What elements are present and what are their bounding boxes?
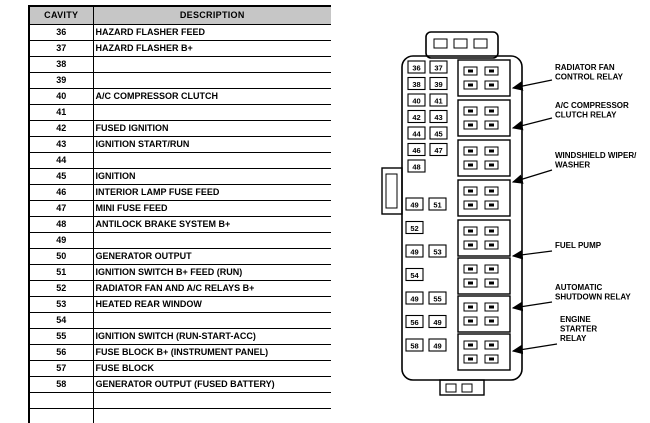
- callout: [513, 283, 631, 308]
- cavity-number: 58: [410, 341, 419, 351]
- table-row: [29, 313, 331, 329]
- table-row: [29, 169, 331, 185]
- left-mounting-tab-inner: [386, 174, 397, 208]
- table-row: [29, 249, 331, 265]
- cavity-number: 48: [412, 162, 421, 172]
- cavity-number-boxes: [406, 61, 447, 351]
- table-row: [29, 281, 331, 297]
- cavity-cell: 54: [29, 313, 93, 329]
- cavity-number: 49: [410, 294, 419, 304]
- table-row: [29, 105, 331, 121]
- table-row: [29, 73, 331, 89]
- cavity-cell: [29, 393, 93, 409]
- cavity-cell: 42: [29, 121, 93, 137]
- description-cell: GENERATOR OUTPUT: [93, 249, 331, 265]
- table-row: [29, 409, 331, 423]
- description-cell: FUSED IGNITION: [93, 121, 331, 137]
- cavity-column-header: CAVITY: [29, 6, 93, 25]
- cavity-number: 41: [434, 96, 443, 106]
- cavity-cell: 58: [29, 377, 93, 393]
- callout: [513, 315, 597, 351]
- description-cell: IGNITION SWITCH (RUN-START-ACC): [93, 329, 331, 345]
- cavity-number: 49: [433, 317, 442, 327]
- cavity-number-box: [408, 94, 425, 106]
- relay-module: [458, 100, 510, 136]
- cavity-table-section: [28, 5, 331, 423]
- description-cell: HEATED REAR WINDOW: [93, 297, 331, 313]
- table-row: [29, 345, 331, 361]
- cavity-number-box: [430, 78, 447, 90]
- cavity-number-box: [406, 339, 423, 351]
- description-column-header: DESCRIPTION: [93, 6, 331, 25]
- cavity-number-box: [429, 316, 446, 328]
- description-cell: RADIATOR FAN AND A/C RELAYS B+: [93, 281, 331, 297]
- relay-modules: [458, 60, 510, 370]
- fuse-block-diagram: [350, 0, 650, 423]
- bottom-tab-slot: [446, 384, 456, 392]
- table-body: [29, 25, 331, 423]
- bottom-tab-slot: [462, 384, 472, 392]
- cavity-number: 49: [410, 247, 419, 257]
- table-row: [29, 361, 331, 377]
- table-row: [29, 233, 331, 249]
- description-cell: [93, 153, 331, 169]
- cavity-cell: 52: [29, 281, 93, 297]
- cavity-number: 42: [412, 112, 421, 122]
- description-cell: HAZARD FLASHER FEED: [93, 25, 331, 41]
- cavity-cell: 36: [29, 25, 93, 41]
- description-cell: [93, 73, 331, 89]
- callout-arrow: [513, 80, 552, 88]
- cavity-number-box: [406, 198, 423, 210]
- cavity-number: 46: [412, 145, 421, 155]
- cavity-cell: 47: [29, 201, 93, 217]
- cavity-number: 51: [433, 200, 442, 210]
- table-row: [29, 297, 331, 313]
- cavity-number-box: [430, 94, 447, 106]
- cavity-number: 54: [410, 270, 419, 280]
- cavity-number: 45: [434, 129, 443, 139]
- callout: [513, 63, 624, 88]
- table-row: [29, 153, 331, 169]
- cavity-cell: 57: [29, 361, 93, 377]
- cavity-number-box: [429, 339, 446, 351]
- description-cell: A/C COMPRESSOR CLUTCH: [93, 89, 331, 105]
- callout-label-line: RADIATOR FAN: [555, 63, 615, 72]
- callout-label-line: CONTROL RELAY: [555, 72, 624, 82]
- callout: [513, 151, 637, 182]
- cavity-number: 56: [410, 317, 419, 327]
- cavity-number-box: [429, 198, 446, 210]
- table-row: [29, 137, 331, 153]
- cavity-number-box: [430, 144, 447, 156]
- cavity-number-box: [406, 316, 423, 328]
- cavity-number-box: [430, 127, 447, 139]
- cavity-number: 40: [412, 96, 421, 106]
- callout-label-line: STARTER: [560, 324, 598, 334]
- cavity-cell: 50: [29, 249, 93, 265]
- left-mounting-tab: [382, 168, 402, 214]
- cavity-cell: 45: [29, 169, 93, 185]
- relay-module: [458, 60, 510, 96]
- cavity-cell: 51: [29, 265, 93, 281]
- cavity-number-box: [406, 245, 423, 257]
- cavity-table: [28, 5, 331, 423]
- cavity-cell: 39: [29, 73, 93, 89]
- description-cell: IGNITION SWITCH B+ FEED (RUN): [93, 265, 331, 281]
- callout-label-line: AUTOMATIC: [555, 283, 603, 292]
- cavity-number-box: [406, 292, 423, 304]
- table-row: [29, 201, 331, 217]
- callout-label-line: WASHER: [555, 160, 591, 170]
- cavity-cell: 53: [29, 297, 93, 313]
- callout: [513, 101, 629, 128]
- cavity-number: 44: [412, 129, 421, 139]
- table-row: [29, 377, 331, 393]
- table-row: [29, 121, 331, 137]
- cavity-number-box: [406, 222, 423, 234]
- cavity-number-box: [406, 269, 423, 281]
- callout: [513, 241, 602, 256]
- cavity-number: 52: [410, 223, 419, 233]
- description-cell: [93, 313, 331, 329]
- table-row: [29, 89, 331, 105]
- cavity-cell: 37: [29, 41, 93, 57]
- fuse-block-diagram-section: [350, 0, 650, 423]
- callout-label-line: CLUTCH RELAY: [555, 110, 617, 120]
- cavity-number: 53: [433, 247, 442, 257]
- cavity-cell: 44: [29, 153, 93, 169]
- cavity-number-box: [408, 111, 425, 123]
- cavity-number: 55: [433, 294, 442, 304]
- top-connector-slot: [434, 39, 447, 48]
- cavity-number-box: [408, 78, 425, 90]
- cavity-number-box: [430, 61, 447, 73]
- cavity-number-box: [429, 245, 446, 257]
- cavity-number-box: [408, 61, 425, 73]
- relay-module: [458, 140, 510, 176]
- description-cell: INTERIOR LAMP FUSE FEED: [93, 185, 331, 201]
- table-row: [29, 393, 331, 409]
- cavity-number-box: [408, 127, 425, 139]
- description-cell: ANTILOCK BRAKE SYSTEM B+: [93, 217, 331, 233]
- cavity-cell: 41: [29, 105, 93, 121]
- cavity-cell: 55: [29, 329, 93, 345]
- cavity-number-box: [430, 111, 447, 123]
- cavity-number: 38: [412, 79, 421, 89]
- cavity-number-box: [429, 292, 446, 304]
- description-cell: [93, 409, 331, 423]
- cavity-number-box: [408, 160, 425, 172]
- callout-label-line: ENGINE: [560, 315, 591, 324]
- callout-arrow: [513, 118, 552, 128]
- table-row: [29, 25, 331, 41]
- description-cell: [93, 393, 331, 409]
- description-cell: FUSE BLOCK B+ (INSTRUMENT PANEL): [93, 345, 331, 361]
- description-cell: IGNITION START/RUN: [93, 137, 331, 153]
- cavity-cell: [29, 409, 93, 423]
- description-cell: GENERATOR OUTPUT (FUSED BATTERY): [93, 377, 331, 393]
- table-row: [29, 57, 331, 73]
- relay-module: [458, 258, 510, 294]
- relay-module: [458, 180, 510, 216]
- cavity-number: 49: [410, 200, 419, 210]
- fuse-block-outline: [382, 32, 522, 395]
- callout-arrow: [513, 302, 552, 308]
- table-row: [29, 41, 331, 57]
- top-connector-slot: [474, 39, 487, 48]
- description-cell: IGNITION: [93, 169, 331, 185]
- relay-module: [458, 220, 510, 256]
- callout-label-line: FUEL PUMP: [555, 241, 602, 250]
- relay-module: [458, 334, 510, 370]
- cavity-cell: 40: [29, 89, 93, 105]
- cavity-cell: 48: [29, 217, 93, 233]
- callout-arrow: [513, 344, 557, 351]
- callout-label-line: RELAY: [560, 334, 587, 343]
- cavity-number: 36: [412, 63, 421, 73]
- callout-arrow: [513, 251, 552, 256]
- top-connector-slot: [454, 39, 467, 48]
- callout-arrow: [513, 170, 552, 182]
- table-row: [29, 185, 331, 201]
- cavity-number: 49: [433, 341, 442, 351]
- cavity-cell: 38: [29, 57, 93, 73]
- description-cell: [93, 105, 331, 121]
- cavity-number: 39: [434, 79, 443, 89]
- cavity-number: 43: [434, 112, 443, 122]
- cavity-cell: 46: [29, 185, 93, 201]
- callout-labels: [513, 63, 637, 351]
- callout-label-line: A/C COMPRESSOR: [555, 101, 629, 110]
- cavity-number-box: [408, 144, 425, 156]
- description-cell: MINI FUSE FEED: [93, 201, 331, 217]
- callout-label-line: SHUTDOWN RELAY: [555, 292, 631, 302]
- cavity-cell: 49: [29, 233, 93, 249]
- cavity-cell: 56: [29, 345, 93, 361]
- description-cell: [93, 233, 331, 249]
- table-row: [29, 329, 331, 345]
- callout-label-line: WINDSHIELD WIPER/: [555, 151, 637, 160]
- cavity-cell: 43: [29, 137, 93, 153]
- table-header-row: [29, 6, 331, 25]
- cavity-number: 37: [434, 63, 443, 73]
- description-cell: [93, 57, 331, 73]
- description-cell: FUSE BLOCK: [93, 361, 331, 377]
- cavity-number: 47: [434, 145, 443, 155]
- table-row: [29, 265, 331, 281]
- relay-module: [458, 296, 510, 332]
- table-row: [29, 217, 331, 233]
- description-cell: HAZARD FLASHER B+: [93, 41, 331, 57]
